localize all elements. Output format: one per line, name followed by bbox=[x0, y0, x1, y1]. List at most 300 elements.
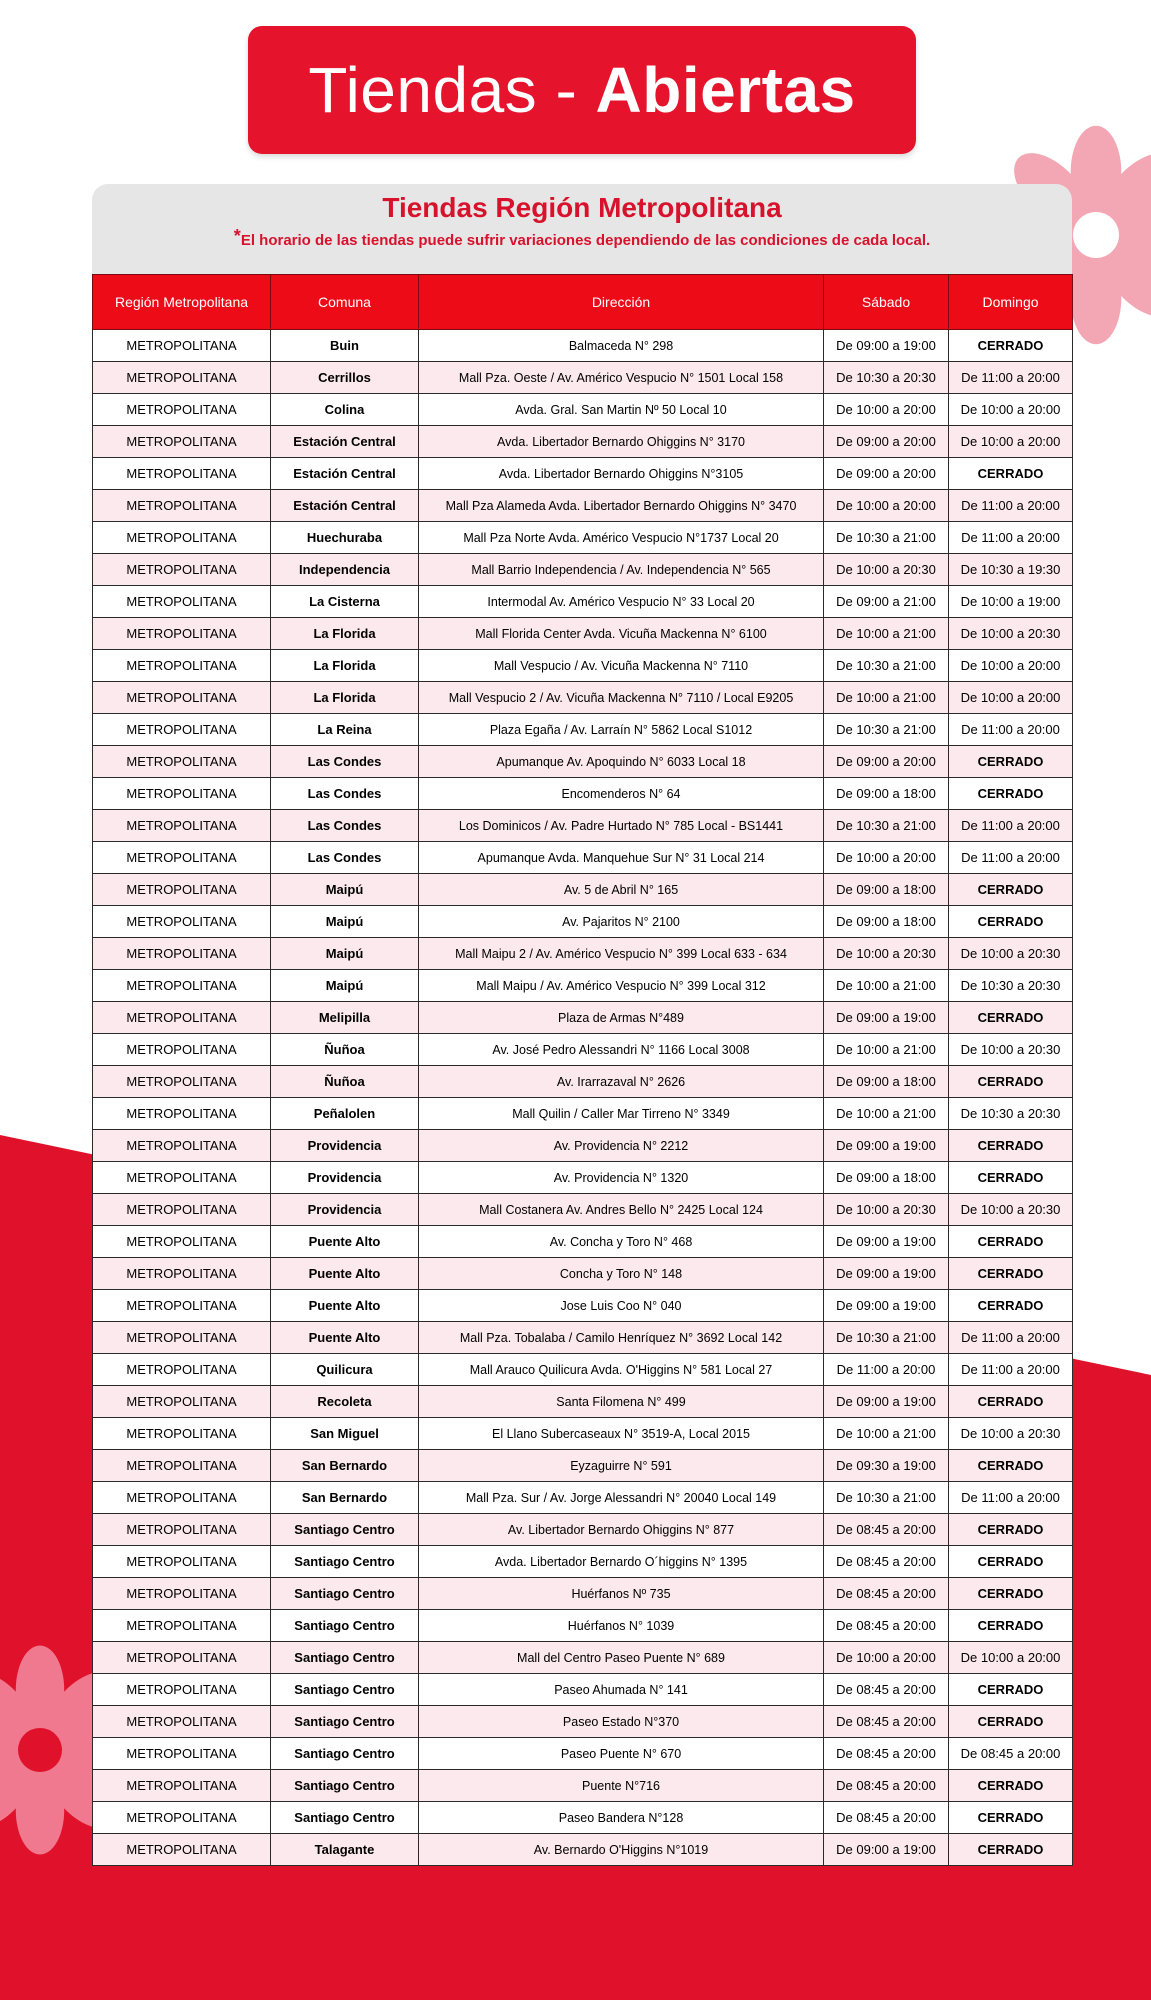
cell-saturday: De 09:00 a 19:00 bbox=[824, 1258, 949, 1290]
table-row bbox=[93, 1642, 1073, 1674]
table-row bbox=[93, 1610, 1073, 1642]
cell-region: METROPOLITANA bbox=[93, 1738, 271, 1770]
cell-saturday: De 08:45 a 20:00 bbox=[824, 1514, 949, 1546]
cell-address: Jose Luis Coo N° 040 bbox=[419, 1290, 824, 1322]
cell-comuna: Providencia bbox=[271, 1194, 419, 1226]
cell-address: Plaza Egaña / Av. Larraín N° 5862 Local S1012 bbox=[419, 714, 824, 746]
cell-region: METROPOLITANA bbox=[93, 682, 271, 714]
cell-address: Intermodal Av. Américo Vespucio N° 33 Local 20 bbox=[419, 586, 824, 618]
cell-address: Santa Filomena N° 499 bbox=[419, 1386, 824, 1418]
table-row bbox=[93, 1834, 1073, 1866]
cell-sunday: CERRADO bbox=[949, 1162, 1073, 1194]
cell-sunday: De 10:00 a 20:00 bbox=[949, 682, 1073, 714]
cell-comuna: Santiago Centro bbox=[271, 1546, 419, 1578]
table-header-row bbox=[93, 275, 1073, 330]
cell-saturday: De 10:00 a 21:00 bbox=[824, 970, 949, 1002]
cell-comuna: Las Condes bbox=[271, 810, 419, 842]
cell-saturday: De 08:45 a 20:00 bbox=[824, 1738, 949, 1770]
cell-address: Av. Bernardo O'Higgins N°1019 bbox=[419, 1834, 824, 1866]
table-row bbox=[93, 362, 1073, 394]
cell-sunday: De 11:00 a 20:00 bbox=[949, 362, 1073, 394]
cell-sunday: CERRADO bbox=[949, 906, 1073, 938]
cell-comuna: Talagante bbox=[271, 1834, 419, 1866]
cell-region: METROPOLITANA bbox=[93, 1834, 271, 1866]
cell-region: METROPOLITANA bbox=[93, 714, 271, 746]
cell-sunday: CERRADO bbox=[949, 874, 1073, 906]
cell-region: METROPOLITANA bbox=[93, 1194, 271, 1226]
cell-saturday: De 09:00 a 18:00 bbox=[824, 874, 949, 906]
cell-region: METROPOLITANA bbox=[93, 1578, 271, 1610]
cell-region: METROPOLITANA bbox=[93, 1610, 271, 1642]
cell-comuna: San Bernardo bbox=[271, 1450, 419, 1482]
cell-region: METROPOLITANA bbox=[93, 650, 271, 682]
cell-comuna: Cerrillos bbox=[271, 362, 419, 394]
cell-comuna: Maipú bbox=[271, 906, 419, 938]
banner-title-light: Tiendas - bbox=[308, 54, 578, 126]
table-row bbox=[93, 1098, 1073, 1130]
cell-sunday: CERRADO bbox=[949, 1290, 1073, 1322]
cell-region: METROPOLITANA bbox=[93, 586, 271, 618]
table-row bbox=[93, 426, 1073, 458]
cell-comuna: Estación Central bbox=[271, 458, 419, 490]
cell-comuna: Las Condes bbox=[271, 746, 419, 778]
cell-sunday: CERRADO bbox=[949, 1834, 1073, 1866]
card-title: Tiendas Región Metropolitana bbox=[382, 192, 782, 223]
schedule-note bbox=[92, 226, 1072, 249]
cell-comuna: Ñuñoa bbox=[271, 1066, 419, 1098]
cell-region: METROPOLITANA bbox=[93, 778, 271, 810]
cell-saturday: De 10:00 a 20:00 bbox=[824, 394, 949, 426]
cell-saturday: De 08:45 a 20:00 bbox=[824, 1546, 949, 1578]
cell-comuna: Estación Central bbox=[271, 426, 419, 458]
table-row bbox=[93, 874, 1073, 906]
table-row bbox=[93, 1386, 1073, 1418]
cell-comuna: Santiago Centro bbox=[271, 1610, 419, 1642]
cell-comuna: La Florida bbox=[271, 682, 419, 714]
cell-comuna: San Miguel bbox=[271, 1418, 419, 1450]
cell-comuna: La Cisterna bbox=[271, 586, 419, 618]
cell-comuna: Santiago Centro bbox=[271, 1578, 419, 1610]
cell-comuna: Maipú bbox=[271, 970, 419, 1002]
column-header-address: Dirección bbox=[419, 275, 824, 330]
cell-address: Mall Maipu 2 / Av. Américo Vespucio N° 399 Local 633 - 634 bbox=[419, 938, 824, 970]
cell-region: METROPOLITANA bbox=[93, 1418, 271, 1450]
cell-region: METROPOLITANA bbox=[93, 1450, 271, 1482]
cell-saturday: De 10:00 a 21:00 bbox=[824, 618, 949, 650]
table-row bbox=[93, 618, 1073, 650]
cell-address: Concha y Toro N° 148 bbox=[419, 1258, 824, 1290]
cell-sunday: CERRADO bbox=[949, 1546, 1073, 1578]
cell-region: METROPOLITANA bbox=[93, 554, 271, 586]
cell-saturday: De 10:00 a 21:00 bbox=[824, 1098, 949, 1130]
table-row bbox=[93, 1546, 1073, 1578]
note-text: El horario de las tiendas puede sufrir variaciones dependiendo de las condiciones de cada local. bbox=[240, 232, 931, 249]
cell-comuna: San Bernardo bbox=[271, 1482, 419, 1514]
cell-address: Plaza de Armas N°489 bbox=[419, 1002, 824, 1034]
cell-comuna: Buin bbox=[271, 330, 419, 362]
table-row bbox=[93, 1450, 1073, 1482]
cell-saturday: De 10:00 a 20:00 bbox=[824, 490, 949, 522]
cell-saturday: De 11:00 a 20:00 bbox=[824, 1354, 949, 1386]
cell-address: Huérfanos Nº 735 bbox=[419, 1578, 824, 1610]
cell-sunday: CERRADO bbox=[949, 330, 1073, 362]
cell-saturday: De 09:00 a 20:00 bbox=[824, 746, 949, 778]
cell-sunday: De 11:00 a 20:00 bbox=[949, 1482, 1073, 1514]
cell-saturday: De 10:30 a 21:00 bbox=[824, 522, 949, 554]
cell-sunday: CERRADO bbox=[949, 778, 1073, 810]
table-row bbox=[93, 1674, 1073, 1706]
cell-region: METROPOLITANA bbox=[93, 426, 271, 458]
cell-address: Paseo Estado N°370 bbox=[419, 1706, 824, 1738]
stores-table bbox=[92, 274, 1073, 1866]
cell-comuna: Providencia bbox=[271, 1130, 419, 1162]
table-row bbox=[93, 906, 1073, 938]
cell-sunday: De 11:00 a 20:00 bbox=[949, 810, 1073, 842]
table-row bbox=[93, 394, 1073, 426]
cell-saturday: De 10:30 a 20:30 bbox=[824, 362, 949, 394]
cell-comuna: Puente Alto bbox=[271, 1322, 419, 1354]
cell-address: Mall Florida Center Avda. Vicuña Mackenna N° 6100 bbox=[419, 618, 824, 650]
cell-region: METROPOLITANA bbox=[93, 490, 271, 522]
cell-comuna: Santiago Centro bbox=[271, 1738, 419, 1770]
table-row bbox=[93, 970, 1073, 1002]
cell-comuna: Santiago Centro bbox=[271, 1802, 419, 1834]
cell-saturday: De 08:45 a 20:00 bbox=[824, 1770, 949, 1802]
cell-address: Mall Barrio Independencia / Av. Independencia N° 565 bbox=[419, 554, 824, 586]
cell-region: METROPOLITANA bbox=[93, 810, 271, 842]
cell-saturday: De 10:00 a 21:00 bbox=[824, 1034, 949, 1066]
cell-region: METROPOLITANA bbox=[93, 906, 271, 938]
cell-region: METROPOLITANA bbox=[93, 1322, 271, 1354]
cell-comuna: Providencia bbox=[271, 1162, 419, 1194]
cell-saturday: De 08:45 a 20:00 bbox=[824, 1674, 949, 1706]
cell-sunday: CERRADO bbox=[949, 1674, 1073, 1706]
cell-address: Paseo Ahumada N° 141 bbox=[419, 1674, 824, 1706]
cell-sunday: De 11:00 a 20:00 bbox=[949, 1322, 1073, 1354]
cell-saturday: De 09:00 a 18:00 bbox=[824, 1162, 949, 1194]
table-row bbox=[93, 1418, 1073, 1450]
cell-saturday: De 09:30 a 19:00 bbox=[824, 1450, 949, 1482]
cell-comuna: Santiago Centro bbox=[271, 1642, 419, 1674]
table-row bbox=[93, 330, 1073, 362]
cell-address: Encomenderos N° 64 bbox=[419, 778, 824, 810]
cell-address: Av. Irarrazaval N° 2626 bbox=[419, 1066, 824, 1098]
cell-region: METROPOLITANA bbox=[93, 1066, 271, 1098]
cell-address: Av. Providencia N° 1320 bbox=[419, 1162, 824, 1194]
cell-address: Mall Quilin / Caller Mar Tirreno N° 3349 bbox=[419, 1098, 824, 1130]
cell-comuna: Maipú bbox=[271, 938, 419, 970]
table-row bbox=[93, 714, 1073, 746]
cell-address: Avda. Libertador Bernardo O´higgins N° 1395 bbox=[419, 1546, 824, 1578]
table-row bbox=[93, 650, 1073, 682]
cell-saturday: De 09:00 a 18:00 bbox=[824, 906, 949, 938]
cell-saturday: De 09:00 a 18:00 bbox=[824, 1066, 949, 1098]
banner-title-bold: Abiertas bbox=[595, 54, 856, 126]
cell-saturday: De 10:00 a 20:30 bbox=[824, 554, 949, 586]
cell-sunday: CERRADO bbox=[949, 1802, 1073, 1834]
table-row bbox=[93, 1258, 1073, 1290]
cell-region: METROPOLITANA bbox=[93, 1002, 271, 1034]
table-row bbox=[93, 1226, 1073, 1258]
cell-comuna: La Florida bbox=[271, 618, 419, 650]
cell-address: Mall del Centro Paseo Puente N° 689 bbox=[419, 1642, 824, 1674]
cell-sunday: CERRADO bbox=[949, 1578, 1073, 1610]
cell-sunday: CERRADO bbox=[949, 1002, 1073, 1034]
table-row bbox=[93, 1162, 1073, 1194]
table-row bbox=[93, 1290, 1073, 1322]
cell-sunday: De 11:00 a 20:00 bbox=[949, 490, 1073, 522]
cell-saturday: De 09:00 a 21:00 bbox=[824, 586, 949, 618]
cell-sunday: CERRADO bbox=[949, 1066, 1073, 1098]
cell-comuna: Huechuraba bbox=[271, 522, 419, 554]
cell-address: Mall Costanera Av. Andres Bello N° 2425 Local 124 bbox=[419, 1194, 824, 1226]
table-row bbox=[93, 746, 1073, 778]
cell-saturday: De 09:00 a 19:00 bbox=[824, 1386, 949, 1418]
cell-region: METROPOLITANA bbox=[93, 1226, 271, 1258]
table-row bbox=[93, 938, 1073, 970]
cell-saturday: De 09:00 a 19:00 bbox=[824, 1834, 949, 1866]
table-row bbox=[93, 1354, 1073, 1386]
cell-saturday: De 09:00 a 18:00 bbox=[824, 778, 949, 810]
cell-sunday: De 10:00 a 20:00 bbox=[949, 650, 1073, 682]
card-header bbox=[92, 184, 1072, 276]
cell-region: METROPOLITANA bbox=[93, 842, 271, 874]
table-row bbox=[93, 522, 1073, 554]
cell-saturday: De 09:00 a 20:00 bbox=[824, 458, 949, 490]
cell-comuna: Santiago Centro bbox=[271, 1674, 419, 1706]
cell-address: Mall Pza. Tobalaba / Camilo Henríquez N° 3692 Local 142 bbox=[419, 1322, 824, 1354]
table-row bbox=[93, 1770, 1073, 1802]
table-row bbox=[93, 1130, 1073, 1162]
cell-sunday: De 10:00 a 20:30 bbox=[949, 1034, 1073, 1066]
cell-saturday: De 10:00 a 21:00 bbox=[824, 682, 949, 714]
cell-sunday: De 10:00 a 20:30 bbox=[949, 1194, 1073, 1226]
table-row bbox=[93, 1802, 1073, 1834]
cell-sunday: CERRADO bbox=[949, 1514, 1073, 1546]
column-header-sunday: Domingo bbox=[949, 275, 1073, 330]
cell-comuna: Santiago Centro bbox=[271, 1706, 419, 1738]
cell-region: METROPOLITANA bbox=[93, 458, 271, 490]
cell-region: METROPOLITANA bbox=[93, 1546, 271, 1578]
cell-region: METROPOLITANA bbox=[93, 1642, 271, 1674]
cell-region: METROPOLITANA bbox=[93, 618, 271, 650]
cell-region: METROPOLITANA bbox=[93, 1098, 271, 1130]
cell-region: METROPOLITANA bbox=[93, 522, 271, 554]
column-header-saturday: Sábado bbox=[824, 275, 949, 330]
cell-address: Mall Vespucio 2 / Av. Vicuña Mackenna N° 7110 / Local E9205 bbox=[419, 682, 824, 714]
table-row bbox=[93, 554, 1073, 586]
column-header-comuna: Comuna bbox=[271, 275, 419, 330]
cell-saturday: De 09:00 a 19:00 bbox=[824, 1226, 949, 1258]
cell-sunday: De 10:00 a 20:30 bbox=[949, 1418, 1073, 1450]
cell-saturday: De 08:45 a 20:00 bbox=[824, 1610, 949, 1642]
cell-comuna: Melipilla bbox=[271, 1002, 419, 1034]
note-asterisk: * bbox=[233, 226, 241, 246]
cell-address: El Llano Subercaseaux N° 3519-A, Local 2015 bbox=[419, 1418, 824, 1450]
cell-saturday: De 10:00 a 20:30 bbox=[824, 1194, 949, 1226]
cell-region: METROPOLITANA bbox=[93, 330, 271, 362]
cell-region: METROPOLITANA bbox=[93, 874, 271, 906]
cell-region: METROPOLITANA bbox=[93, 1802, 271, 1834]
cell-saturday: De 10:00 a 20:00 bbox=[824, 842, 949, 874]
table-row bbox=[93, 842, 1073, 874]
cell-comuna: Independencia bbox=[271, 554, 419, 586]
cell-sunday: CERRADO bbox=[949, 1770, 1073, 1802]
cell-region: METROPOLITANA bbox=[93, 394, 271, 426]
cell-address: Mall Arauco Quilicura Avda. O'Higgins N° 581 Local 27 bbox=[419, 1354, 824, 1386]
cell-address: Av. 5 de Abril N° 165 bbox=[419, 874, 824, 906]
table-row bbox=[93, 490, 1073, 522]
cell-address: Av. Concha y Toro N° 468 bbox=[419, 1226, 824, 1258]
cell-region: METROPOLITANA bbox=[93, 970, 271, 1002]
table-row bbox=[93, 458, 1073, 490]
table-row bbox=[93, 1322, 1073, 1354]
cell-comuna: Las Condes bbox=[271, 842, 419, 874]
cell-comuna: Santiago Centro bbox=[271, 1514, 419, 1546]
cell-sunday: De 11:00 a 20:00 bbox=[949, 1354, 1073, 1386]
table-row bbox=[93, 682, 1073, 714]
cell-region: METROPOLITANA bbox=[93, 746, 271, 778]
cell-saturday: De 10:00 a 20:00 bbox=[824, 1642, 949, 1674]
column-header-region: Región Metropolitana bbox=[93, 275, 271, 330]
cell-sunday: CERRADO bbox=[949, 1450, 1073, 1482]
cell-address: Avda. Gral. San Martin Nº 50 Local 10 bbox=[419, 394, 824, 426]
cell-address: Mall Maipu / Av. Américo Vespucio N° 399 Local 312 bbox=[419, 970, 824, 1002]
cell-address: Avda. Libertador Bernardo Ohiggins N°3105 bbox=[419, 458, 824, 490]
cell-address: Los Dominicos / Av. Padre Hurtado N° 785 Local - BS1441 bbox=[419, 810, 824, 842]
cell-region: METROPOLITANA bbox=[93, 362, 271, 394]
cell-comuna: La Reina bbox=[271, 714, 419, 746]
table-row bbox=[93, 1738, 1073, 1770]
cell-address: Mall Pza Norte Avda. Américo Vespucio N°1737 Local 20 bbox=[419, 522, 824, 554]
cell-sunday: CERRADO bbox=[949, 458, 1073, 490]
cell-region: METROPOLITANA bbox=[93, 1258, 271, 1290]
cell-sunday: De 10:00 a 20:00 bbox=[949, 426, 1073, 458]
cell-address: Eyzaguirre N° 591 bbox=[419, 1450, 824, 1482]
cell-address: Mall Pza Alameda Avda. Libertador Bernardo Ohiggins N° 3470 bbox=[419, 490, 824, 522]
cell-address: Av. José Pedro Alessandri N° 1166 Local 3008 bbox=[419, 1034, 824, 1066]
cell-comuna: La Florida bbox=[271, 650, 419, 682]
cell-region: METROPOLITANA bbox=[93, 1674, 271, 1706]
cell-address: Mall Vespucio / Av. Vicuña Mackenna N° 7110 bbox=[419, 650, 824, 682]
cell-comuna: Ñuñoa bbox=[271, 1034, 419, 1066]
cell-saturday: De 09:00 a 20:00 bbox=[824, 426, 949, 458]
cell-address: Mall Pza. Oeste / Av. Américo Vespucio N° 1501 Local 158 bbox=[419, 362, 824, 394]
cell-saturday: De 10:30 a 21:00 bbox=[824, 1322, 949, 1354]
table-row bbox=[93, 810, 1073, 842]
cell-address: Av. Pajaritos N° 2100 bbox=[419, 906, 824, 938]
cell-sunday: De 11:00 a 20:00 bbox=[949, 842, 1073, 874]
cell-address: Paseo Puente N° 670 bbox=[419, 1738, 824, 1770]
cell-saturday: De 10:00 a 20:30 bbox=[824, 938, 949, 970]
table-row bbox=[93, 1578, 1073, 1610]
cell-comuna: Puente Alto bbox=[271, 1290, 419, 1322]
cell-saturday: De 10:30 a 21:00 bbox=[824, 714, 949, 746]
cell-address: Av. Libertador Bernardo Ohiggins N° 877 bbox=[419, 1514, 824, 1546]
cell-region: METROPOLITANA bbox=[93, 1386, 271, 1418]
cell-comuna: Colina bbox=[271, 394, 419, 426]
cell-sunday: De 10:00 a 20:00 bbox=[949, 394, 1073, 426]
cell-region: METROPOLITANA bbox=[93, 1354, 271, 1386]
cell-sunday: De 10:00 a 20:00 bbox=[949, 1642, 1073, 1674]
cell-region: METROPOLITANA bbox=[93, 1034, 271, 1066]
cell-sunday: CERRADO bbox=[949, 1226, 1073, 1258]
stores-card bbox=[92, 184, 1072, 1980]
cell-saturday: De 08:45 a 20:00 bbox=[824, 1578, 949, 1610]
cell-saturday: De 08:45 a 20:00 bbox=[824, 1802, 949, 1834]
table-row bbox=[93, 586, 1073, 618]
cell-comuna: Puente Alto bbox=[271, 1258, 419, 1290]
table-row bbox=[93, 1194, 1073, 1226]
cell-sunday: De 10:30 a 20:30 bbox=[949, 970, 1073, 1002]
cell-saturday: De 09:00 a 19:00 bbox=[824, 330, 949, 362]
cell-saturday: De 09:00 a 19:00 bbox=[824, 1130, 949, 1162]
cell-address: Apumanque Avda. Manquehue Sur N° 31 Local 214 bbox=[419, 842, 824, 874]
cell-region: METROPOLITANA bbox=[93, 1290, 271, 1322]
cell-address: Paseo Bandera N°128 bbox=[419, 1802, 824, 1834]
cell-region: METROPOLITANA bbox=[93, 1770, 271, 1802]
table-row bbox=[93, 1514, 1073, 1546]
table-row bbox=[93, 778, 1073, 810]
table-row bbox=[93, 1066, 1073, 1098]
cell-comuna: Recoleta bbox=[271, 1386, 419, 1418]
cell-sunday: CERRADO bbox=[949, 1130, 1073, 1162]
cell-address: Apumanque Av. Apoquindo N° 6033 Local 18 bbox=[419, 746, 824, 778]
cell-sunday: De 10:30 a 20:30 bbox=[949, 1098, 1073, 1130]
cell-region: METROPOLITANA bbox=[93, 1706, 271, 1738]
cell-saturday: De 10:00 a 21:00 bbox=[824, 1418, 949, 1450]
cell-sunday: De 11:00 a 20:00 bbox=[949, 714, 1073, 746]
cell-comuna: Las Condes bbox=[271, 778, 419, 810]
title-banner bbox=[248, 26, 916, 154]
cell-sunday: CERRADO bbox=[949, 1258, 1073, 1290]
cell-address: Av. Providencia N° 2212 bbox=[419, 1130, 824, 1162]
cell-comuna: Santiago Centro bbox=[271, 1770, 419, 1802]
cell-sunday: CERRADO bbox=[949, 1706, 1073, 1738]
table-row bbox=[93, 1482, 1073, 1514]
cell-address: Puente N°716 bbox=[419, 1770, 824, 1802]
table-row bbox=[93, 1002, 1073, 1034]
cell-sunday: De 08:45 a 20:00 bbox=[949, 1738, 1073, 1770]
cell-comuna: Peñalolen bbox=[271, 1098, 419, 1130]
cell-address: Avda. Libertador Bernardo Ohiggins N° 3170 bbox=[419, 426, 824, 458]
cell-saturday: De 10:30 a 21:00 bbox=[824, 810, 949, 842]
cell-address: Mall Pza. Sur / Av. Jorge Alessandri N° 20040 Local 149 bbox=[419, 1482, 824, 1514]
cell-comuna: Puente Alto bbox=[271, 1226, 419, 1258]
cell-sunday: De 10:00 a 19:00 bbox=[949, 586, 1073, 618]
cell-saturday: De 09:00 a 19:00 bbox=[824, 1002, 949, 1034]
cell-comuna: Quilicura bbox=[271, 1354, 419, 1386]
cell-sunday: CERRADO bbox=[949, 746, 1073, 778]
cell-saturday: De 10:30 a 21:00 bbox=[824, 650, 949, 682]
table-row bbox=[93, 1706, 1073, 1738]
cell-comuna: Estación Central bbox=[271, 490, 419, 522]
cell-region: METROPOLITANA bbox=[93, 938, 271, 970]
cell-region: METROPOLITANA bbox=[93, 1482, 271, 1514]
cell-saturday: De 09:00 a 19:00 bbox=[824, 1290, 949, 1322]
cell-comuna: Maipú bbox=[271, 874, 419, 906]
cell-saturday: De 08:45 a 20:00 bbox=[824, 1706, 949, 1738]
cell-sunday: De 10:00 a 20:30 bbox=[949, 938, 1073, 970]
cell-sunday: CERRADO bbox=[949, 1386, 1073, 1418]
cell-region: METROPOLITANA bbox=[93, 1130, 271, 1162]
cell-region: METROPOLITANA bbox=[93, 1162, 271, 1194]
table-row bbox=[93, 1034, 1073, 1066]
cell-saturday: De 10:30 a 21:00 bbox=[824, 1482, 949, 1514]
cell-address: Huérfanos N° 1039 bbox=[419, 1610, 824, 1642]
cell-sunday: De 10:00 a 20:30 bbox=[949, 618, 1073, 650]
cell-region: METROPOLITANA bbox=[93, 1514, 271, 1546]
